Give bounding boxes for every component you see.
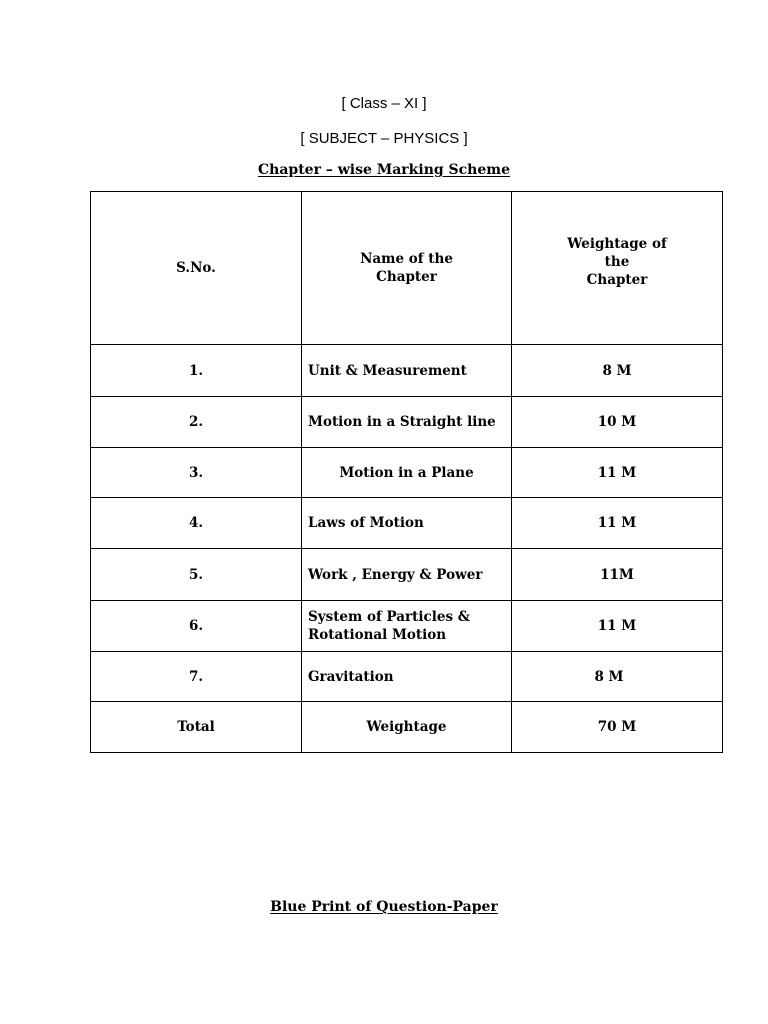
header-sno-text: S.No. — [176, 260, 216, 276]
header-weight-line1: Weightage of — [567, 236, 667, 252]
row-weightage: 11 M — [512, 601, 723, 652]
table-header-row — [91, 192, 723, 345]
marking-scheme-table — [90, 191, 723, 753]
row-weightage: 10 M — [512, 397, 723, 448]
row-chapter-name: Gravitation — [302, 652, 512, 702]
blueprint-title — [0, 899, 768, 915]
table-row — [91, 345, 723, 397]
header-name-line1: Name of the — [360, 251, 453, 267]
row-sno: 2. — [91, 397, 302, 448]
row-sno: 3. — [91, 448, 302, 498]
header-weightage-text — [567, 235, 667, 289]
row-weightage: 11M — [512, 549, 723, 601]
row-sno: 1. — [91, 345, 302, 397]
header-sno — [91, 192, 302, 345]
row-chapter-name: Unit & Measurement — [302, 345, 512, 397]
marking-scheme-title — [0, 162, 768, 178]
row-chapter-name: Work , Energy & Power — [302, 549, 512, 601]
row-chapter-name-line1: System of Particles & — [308, 609, 470, 625]
row-chapter-name: Motion in a Plane — [302, 448, 512, 498]
row-sno: 5. — [91, 549, 302, 601]
table-row — [91, 549, 723, 601]
row-weightage: 8 M — [512, 345, 723, 397]
row-weightage: 11 M — [512, 498, 723, 549]
header-weight-line2: the — [604, 254, 630, 270]
table-row — [91, 601, 723, 652]
row-sno: 6. — [91, 601, 302, 652]
row-chapter-name — [302, 601, 512, 652]
header-weightage — [512, 192, 723, 345]
total-row — [91, 702, 723, 753]
class-heading: [ Class – XI ] — [341, 95, 427, 112]
marking-scheme-title-text: Chapter – wise Marking Scheme — [258, 162, 510, 178]
row-weightage — [512, 652, 723, 702]
table-row — [91, 498, 723, 549]
subject-heading: [ SUBJECT – PHYSICS ] — [300, 130, 468, 147]
table-row — [91, 652, 723, 702]
blueprint-title-text: Blue Print of Question-Paper — [270, 899, 498, 915]
row-sno: 7. — [91, 652, 302, 702]
row-chapter-name-line2: Rotational Motion — [308, 627, 447, 643]
total-label: Total — [91, 702, 302, 753]
header-chapter-name-text — [360, 250, 453, 286]
table-row — [91, 448, 723, 498]
total-weightage: 70 M — [512, 702, 723, 753]
row-chapter-name: Laws of Motion — [302, 498, 512, 549]
row-weightage-text: 8 M — [594, 668, 624, 685]
header-chapter-name — [302, 192, 512, 345]
header-weight-line3: Chapter — [586, 272, 648, 288]
row-chapter-name: Motion in a Straight line — [302, 397, 512, 448]
row-sno: 4. — [91, 498, 302, 549]
header-name-line2: Chapter — [376, 269, 437, 285]
row-weightage: 11 M — [512, 448, 723, 498]
table-row — [91, 397, 723, 448]
total-name: Weightage — [302, 702, 512, 753]
